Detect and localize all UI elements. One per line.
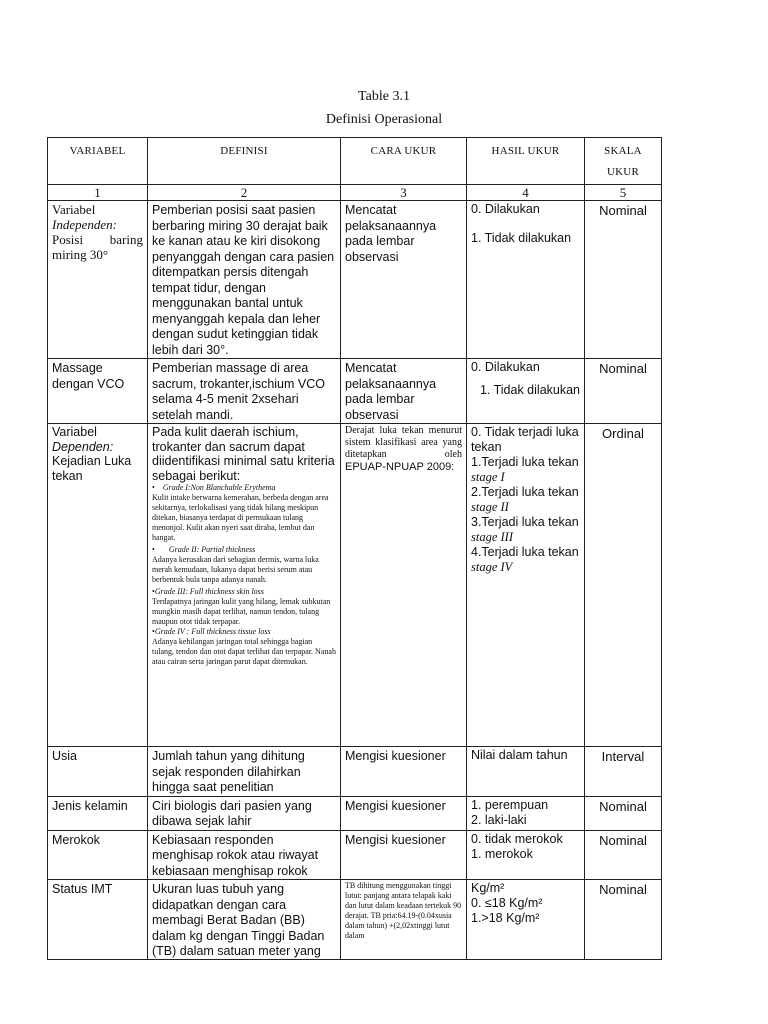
table-row xyxy=(48,359,662,424)
measurement-method-cell: Mengisi kuesioner xyxy=(341,747,467,797)
column-number: 2 xyxy=(148,185,341,201)
measurement-method-cell: Derajat luka tekan menurut sistem klasifikasi area yang ditetapkan oleh EPUAP-NPUAP 2009: xyxy=(341,424,467,747)
definition-cell: Pemberian posisi saat pasien berbaring miring 30 derajat baik ke kanan atau ke kiri disokong penyanggah dengan cara pasien ditempatkan persis ditengah tempat tidur, dengan menggunakan bantal untuk menyanggah kepala dan leher dengan sudut ketinggian tidak lebih dari 30°. xyxy=(148,201,341,359)
scale-cell: Nominal xyxy=(585,796,662,830)
result-cell: 0. Dilakukan 1. Tidak dilakukan xyxy=(467,201,585,359)
table-row xyxy=(48,201,662,359)
result-cell: 0. tidak merokok 1. merokok xyxy=(467,830,585,880)
scale-cell: Nominal xyxy=(585,201,662,359)
column-number: 5 xyxy=(585,185,662,201)
scale-cell: Nominal xyxy=(585,880,662,960)
scale-cell: Nominal xyxy=(585,830,662,880)
header-row xyxy=(48,138,662,185)
grade-description: Adanya kehilangan jaringan total sehingga bagian tulang, tendon dan otot dapat terlihat dan terpapar. Nanah atau cairan serta jaringan parut dapat ditemukan. xyxy=(152,637,336,666)
column-number: 1 xyxy=(48,185,148,201)
table-row xyxy=(48,747,662,797)
definition-cell: Ciri biologis dari pasien yang dibawa sejak lahir xyxy=(148,796,341,830)
measurement-method-cell: Mencatat pelaksanaannya pada lembar observasi xyxy=(341,201,467,359)
definition-cell: Pemberian massage di area sacrum, trokanter,ischium VCO selama 4-5 menit 2xsehari setelah mandi. xyxy=(148,359,341,424)
definition-cell: Jumlah tahun yang dihitung sejak responden dilahirkan hingga saat penelitian xyxy=(148,747,341,797)
variable-cell: Variabel Independen: Posisi baring miring 30° xyxy=(48,201,148,359)
result-cell: Nilai dalam tahun xyxy=(467,747,585,797)
variable-cell: Usia xyxy=(48,747,148,797)
result-cell: Kg/m² 0. ≤18 Kg/m² 1.>18 Kg/m² xyxy=(467,880,585,960)
measurement-method-cell: TB dihitung menggunakan tinggi lutut: panjang antara telapak kaki dan lutut dalam keadaan tertekuk 90 derajat. TB pria:64.19-(0.04xusia dalam tahun) +(2,02xtinggi lutut dalam xyxy=(341,880,467,960)
table-row xyxy=(48,880,662,960)
variable-cell: Variabel Dependen: Kejadian Luka tekan xyxy=(48,424,148,747)
variable-cell: Jenis kelamin xyxy=(48,796,148,830)
scale-cell: Ordinal xyxy=(585,424,662,747)
grade-list: • Grade I:Non Blanchable Erythema Kulit intake berwarna kemerahan, berbeda dengan area sekitarnya, terlokalisasi yang tidak hilang meskipun ditekan, biasanya terdapat di permukaan tulang menonjol. Kulit akan nyeri saat diraba, lembut dan hangat. • Grade II: Partial thickness Adanya kerusakan dari sebagian dermis, warna luka merah kemudaan, lukanya dapat berisi serum atau berbentuk bula tanpa adanya nanah. •Grade III: Full thickness skin loss Terdapatnya jaringan kulit yang hilang, lemak subkutan mungkin masih dapat terlihat, namun tendon, tulang maupun otot tidak terpapar. •Grade IV : Full thickness tissue loss Adanya kehilangan jaringan total sehingga bagian tulang, tendon dan otot dapat terlihat dan terpapar. Nanah atau cairan serta jaringan parut dapat ditemukan. xyxy=(152,483,336,666)
grade-title: Grade I:Non Blanchable Erythema xyxy=(162,483,276,492)
column-number: 3 xyxy=(341,185,467,201)
definition-cell: Pada kulit daerah ischium, trokanter dan sacrum dapat diidentifikasi minimal satu kriteria sebagai berikut: • Grade I:Non Blanchable Erythema Kulit intake berwarna kemerahan, berbeda dengan area sekitarnya, terlokalisasi yang tidak hilang meskipun ditekan, biasanya terdapat di permukaan tulang menonjol. Kulit akan nyeri saat diraba, lembut dan hangat. • Grade II: Partial thickness Adanya kerusakan dari sebagian dermis, warna luka merah kemudaan, lukanya dapat berisi serum atau berbentuk bula tanpa adanya nanah. •Grade III: Full thickness skin loss Terdapatnya jaringan kulit yang hilang, lemak subkutan mungkin masih dapat terlihat, namun tendon, tulang maupun otot tidak terpapar. •Grade IV : Full thickness tissue loss Adanya kehilangan jaringan total sehingga bagian tulang, tendon dan otot dapat terlihat dan terpapar. Nanah atau cairan serta jaringan parut dapat ditemukan. xyxy=(148,424,341,747)
grade-description: Kulit intake berwarna kemerahan, berbeda dengan area sekitarnya, terlokalisasi yang tidak hilang meskipun ditekan, biasanya terdapat di permukaan tulang menonjol. Kulit akan nyeri saat diraba, lembut dan hangat. xyxy=(152,493,329,542)
table-row xyxy=(48,796,662,830)
column-number: 4 xyxy=(467,185,585,201)
grade-title: Grade II: Partial thickness xyxy=(168,545,256,554)
variable-cell: Status IMT xyxy=(48,880,148,960)
operational-definition-table xyxy=(47,137,662,960)
table-row xyxy=(48,424,662,747)
definition-cell: Ukuran luas tubuh yang didapatkan dengan cara membagi Berat Badan (BB) dalam kg dengan Tinggi Badan (TB) dalam satuan meter yang xyxy=(148,880,341,960)
measurement-method-cell: Mengisi kuesioner xyxy=(341,830,467,880)
grade-description: Adanya kerusakan dari sebagian dermis, warna luka merah kemudaan, lukanya dapat berisi serum atau berbentuk bula tanpa adanya nanah. xyxy=(152,555,319,584)
variable-cell: Merokok xyxy=(48,830,148,880)
header-hasil-ukur: HASIL UKUR xyxy=(467,138,585,185)
table-caption: Table 3.1 xyxy=(358,89,410,104)
column-number-row xyxy=(48,185,662,201)
table-subtitle: Definisi Operasional xyxy=(325,112,443,127)
measurement-method-cell: Mengisi kuesioner xyxy=(341,796,467,830)
definition-cell: Kebiasaan responden menghisap rokok atau riwayat kebiasaan menghisap rokok xyxy=(148,830,341,880)
grade-description: Terdapatnya jaringan kulit yang hilang, lemak subkutan mungkin masih dapat terlihat, namun tendon, tulang maupun otot tidak terpapar. xyxy=(152,597,331,626)
result-cell: 0. Tidak terjadi luka tekan 1.Terjadi luka tekan stage I 2.Terjadi luka tekan stage II 3.Terjadi luka tekan stage III 4.Terjadi luka tekan stage IV xyxy=(467,424,585,747)
result-cell: 1. perempuan 2. laki-laki xyxy=(467,796,585,830)
header-skala-ukur: SKALA UKUR xyxy=(585,138,662,185)
scale-cell: Interval xyxy=(585,747,662,797)
header-cara-ukur: CARA UKUR xyxy=(341,138,467,185)
grade-title: Grade IV : Full thickness tissue loss xyxy=(154,627,271,636)
header-definisi: DEFINISI xyxy=(148,138,341,185)
result-cell: 0. Dilakukan 1. Tidak dilakukan xyxy=(467,359,585,424)
variable-cell: Massage dengan VCO xyxy=(48,359,148,424)
measurement-method-cell: Mencatat pelaksanaannya pada lembar observasi xyxy=(341,359,467,424)
scale-cell: Nominal xyxy=(585,359,662,424)
grade-title: Grade III: Full thickness skin loss xyxy=(154,587,264,596)
header-variabel: VARIABEL xyxy=(48,138,148,185)
table-row xyxy=(48,830,662,880)
